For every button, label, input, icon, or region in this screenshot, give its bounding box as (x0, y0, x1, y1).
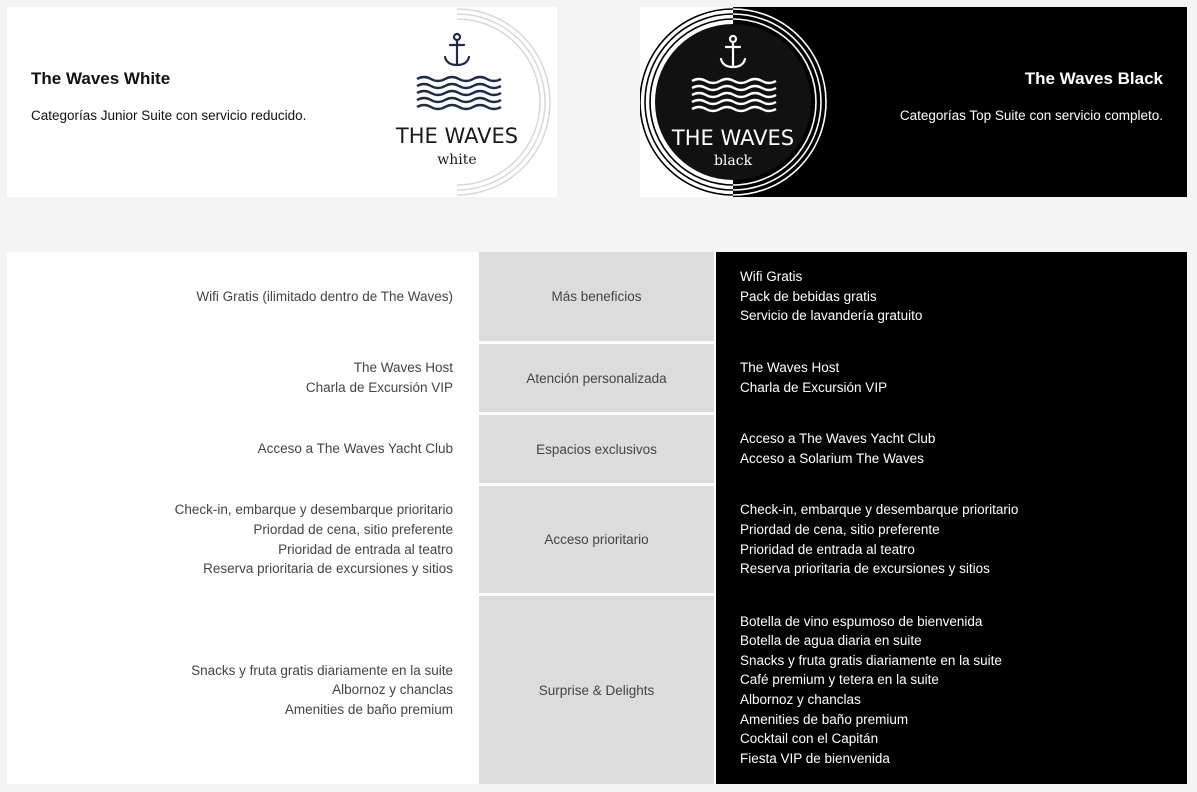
white-benefit-item: Charla de Excursión VIP (305, 380, 453, 395)
black-benefit-item: Priordad de cena, sitio preferente (740, 521, 940, 537)
black-row (716, 415, 1187, 483)
black-benefit-item: The Waves Host (740, 360, 840, 376)
white-title: The Waves White (31, 69, 171, 88)
black-row (716, 486, 1187, 593)
category-label: Surprise & Delights (538, 682, 655, 698)
category-label: Acceso prioritario (544, 532, 649, 547)
black-benefit-item: Charla de Excursión VIP (740, 380, 888, 395)
category-label: Más beneficios (551, 289, 642, 304)
category-cell (479, 415, 714, 483)
black-benefit-item: Botella de vino espumoso de bienvenida (740, 613, 983, 629)
black-benefit-item: Servicio de lavandería gratuito (740, 308, 923, 324)
category-column (479, 252, 714, 784)
white-benefit-item: Snacks y fruta gratis diariamente en la suite (191, 662, 453, 678)
the-waves-black-logo (640, 7, 840, 197)
the-waves-white-logo (387, 7, 557, 197)
white-benefit-item: Prioridad de entrada al teatro (278, 541, 453, 557)
comparison-table (7, 252, 1187, 784)
white-row (7, 415, 477, 483)
white-logo-text: THE WAVES (395, 124, 519, 148)
white-row (7, 344, 477, 412)
white-benefit-item: Wifi Gratis (ilimitado dentro de The Waves) (196, 288, 453, 304)
white-row (7, 486, 477, 593)
black-row (716, 344, 1187, 412)
category-cell (479, 596, 714, 784)
black-description: Categorías Top Suite con servicio completo. (899, 108, 1163, 123)
white-benefits-column (7, 252, 477, 784)
white-logo-subtext: white (437, 152, 477, 168)
black-benefit-item: Cocktail con el Capitán (740, 731, 879, 747)
black-benefit-item: Snacks y fruta gratis diariamente en la suite (740, 652, 1002, 668)
category-label: Atención personalizada (526, 370, 667, 386)
white-benefit-item: The Waves Host (353, 360, 453, 376)
anchor-icon (445, 34, 469, 65)
black-benefit-item: Acceso a Solarium The Waves (740, 451, 924, 466)
white-benefit-item: Amenities de baño premium (284, 701, 453, 717)
black-benefit-item: Albornoz y chanclas (740, 692, 861, 707)
category-cell (479, 486, 714, 593)
white-row (7, 252, 477, 341)
black-benefit-item: Fiesta VIP de bienvenida (740, 750, 890, 766)
black-benefit-item: Wifi Gratis (740, 269, 803, 285)
category-label: Espacios exclusivos (536, 441, 657, 457)
black-title: The Waves Black (1024, 69, 1163, 88)
waves-icon (417, 77, 501, 109)
header-white-panel (7, 7, 557, 197)
black-benefit-item: Prioridad de entrada al teatro (740, 541, 915, 557)
white-benefit-item: Check-in, embarque y desembarque prioritario (174, 502, 453, 518)
category-cell (479, 252, 714, 341)
white-benefit-item: Reserva prioritaria de excursiones y sitios (203, 561, 453, 577)
black-row (716, 596, 1187, 784)
black-benefit-item: Acceso a The Waves Yacht Club (740, 431, 936, 447)
white-benefit-item: Priordad de cena, sitio preferente (253, 521, 453, 537)
white-row (7, 596, 477, 784)
black-logo-subtext: black (713, 153, 753, 169)
black-benefit-item: Amenities de baño premium (740, 711, 909, 727)
black-benefit-item: Pack de bebidas gratis (740, 288, 877, 304)
black-benefit-item: Café premium y tetera en la suite (740, 672, 939, 688)
white-description: Categorías Junior Suite con servicio reducido. (31, 108, 307, 123)
header-black-panel (640, 7, 1187, 197)
black-row (716, 252, 1187, 341)
black-benefit-item: Reserva prioritaria de excursiones y sitios (740, 561, 990, 577)
black-benefits-column (716, 252, 1187, 784)
black-benefit-item: Botella de agua diaria en suite (740, 633, 922, 649)
category-cell (479, 344, 714, 412)
white-benefit-item: Albornoz y chanclas (332, 682, 453, 698)
black-benefit-item: Check-in, embarque y desembarque prioritario (740, 502, 1019, 518)
white-benefit-item: Acceso a The Waves Yacht Club (257, 441, 453, 457)
black-logo-text: THE WAVES (671, 126, 795, 150)
